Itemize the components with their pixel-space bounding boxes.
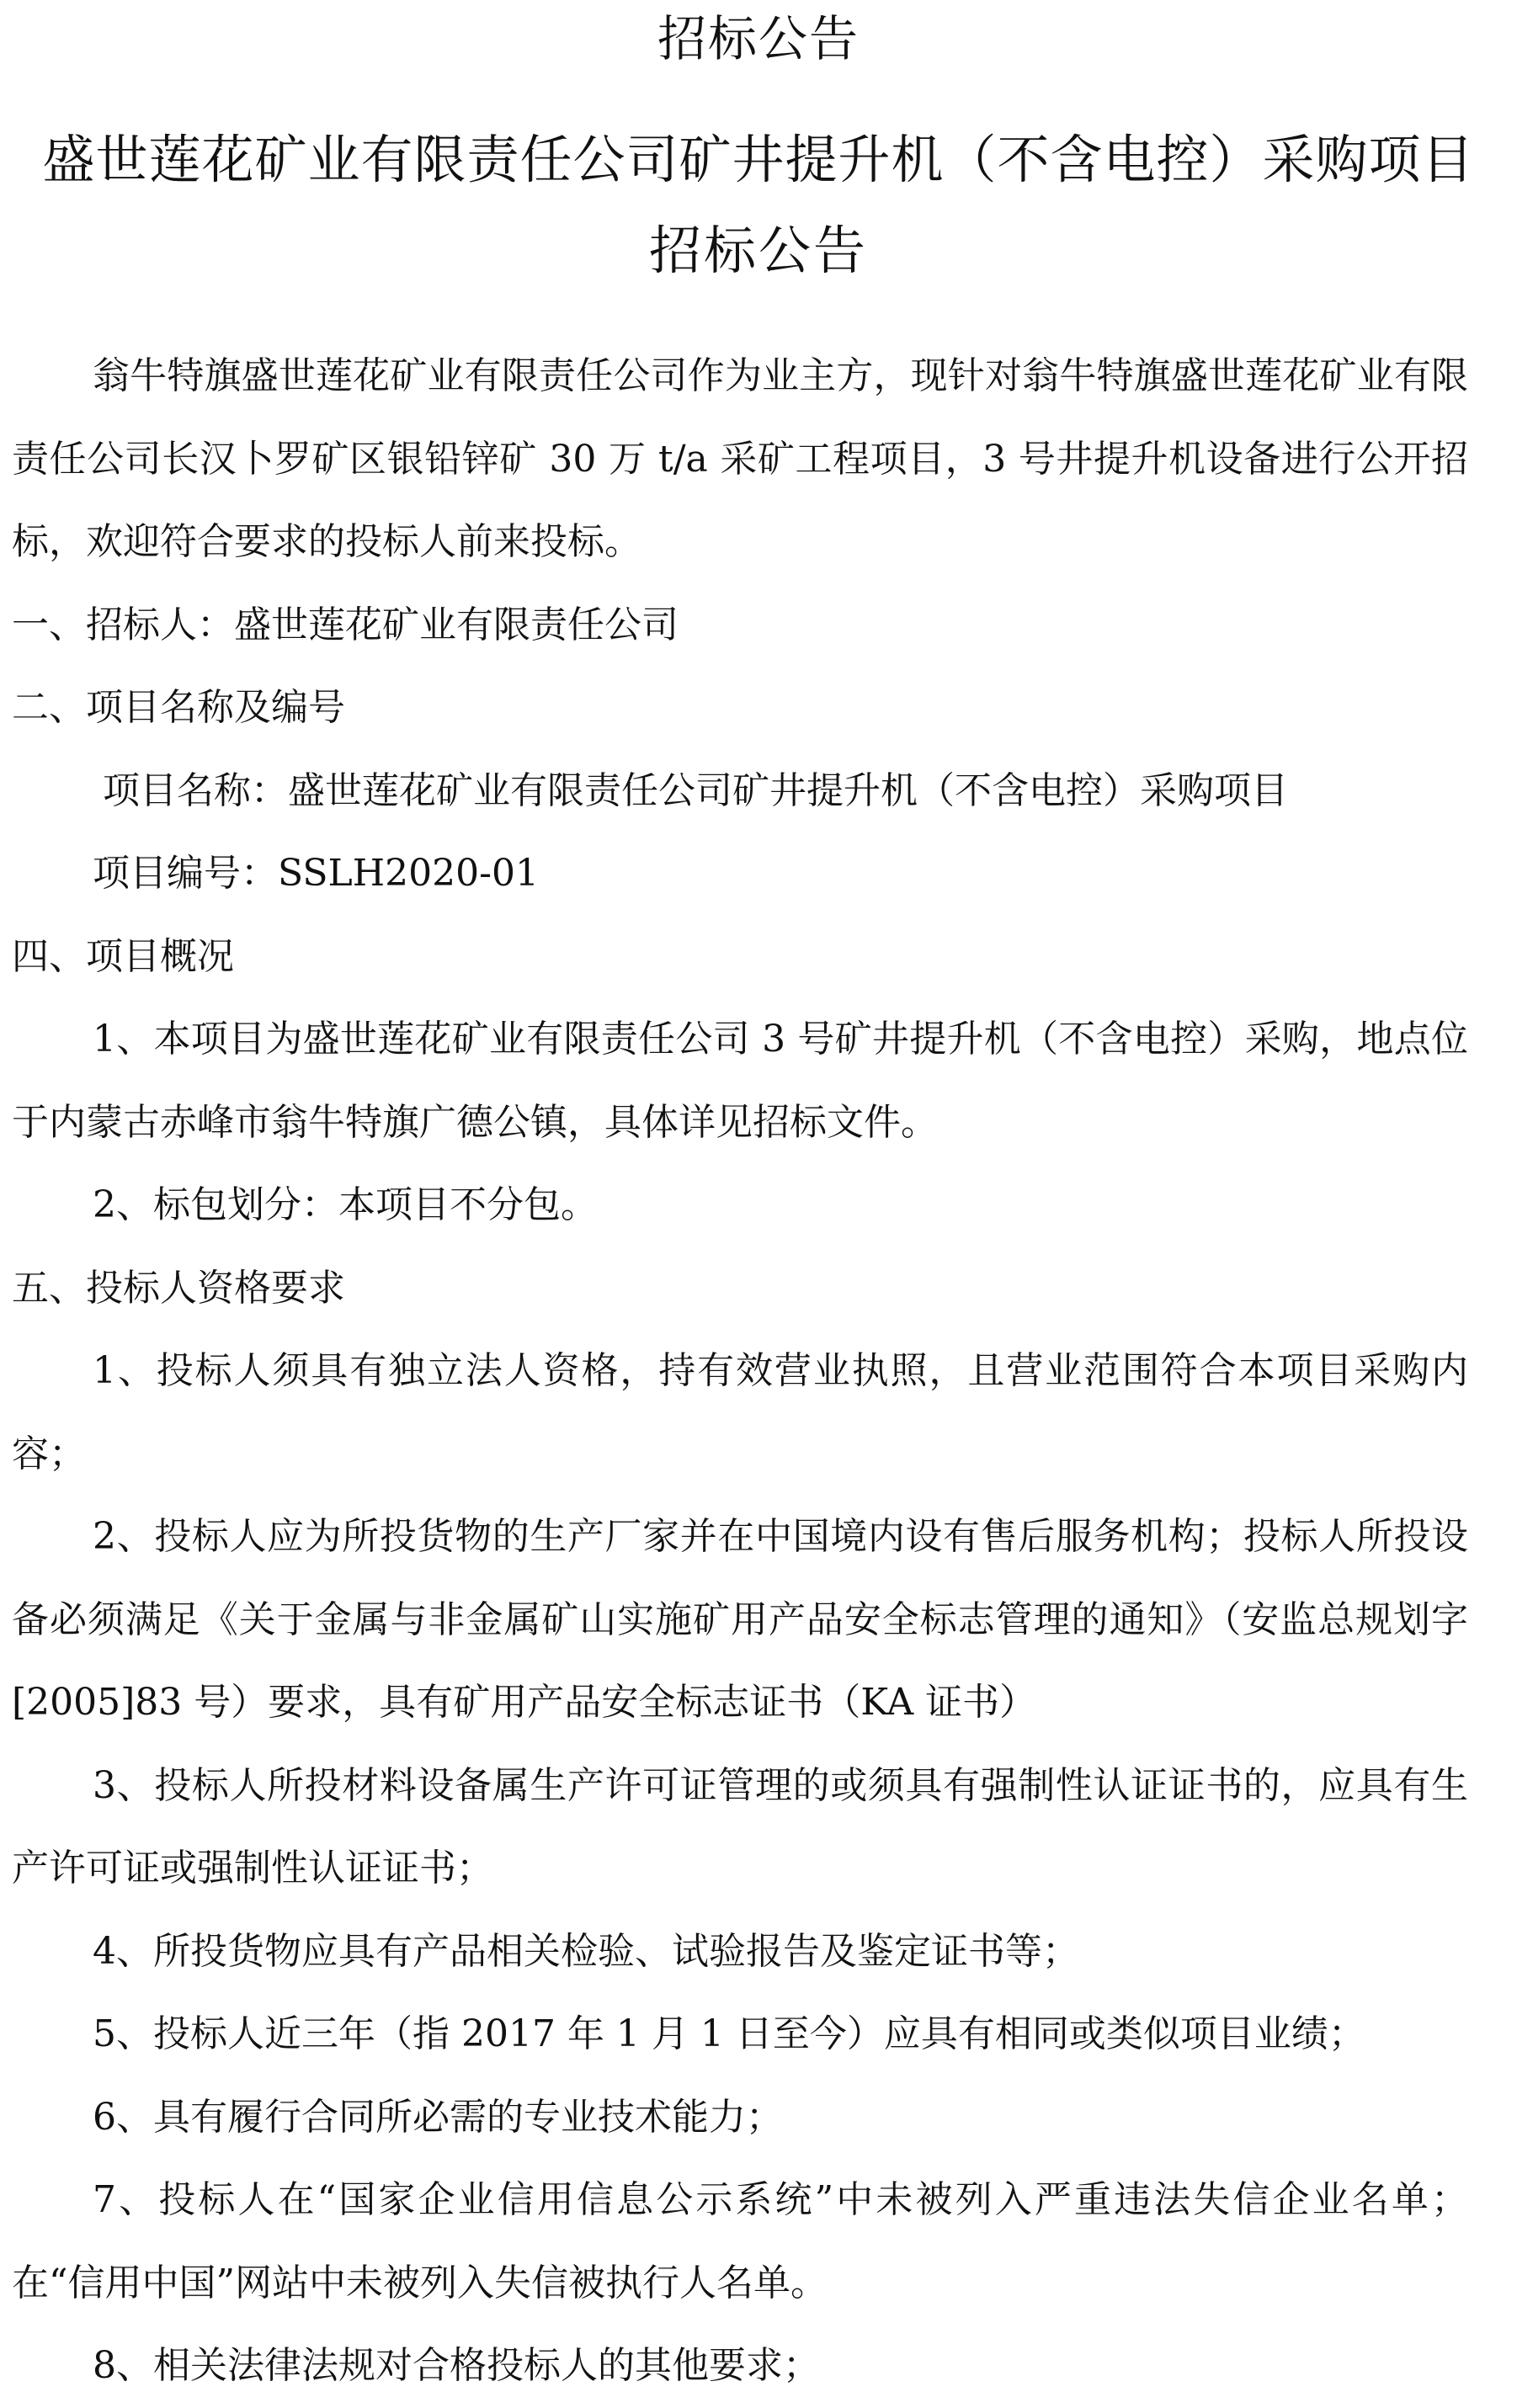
requirement-item-8: 8、相关法律法规对合格投标人的其他要求； <box>93 2344 820 2387</box>
project-number-line: 项目编号：SSLH2020-01 <box>93 852 539 895</box>
document-title-line2: 招标公告 <box>648 220 868 281</box>
document-body <box>12 335 1468 2408</box>
requirement-item-6: 6、具有履行合同所必需的专业技术能力； <box>93 2095 783 2139</box>
overview-item-1: 1、本项目为盛世莲花矿业有限责任公司 3 号矿井提升机（不含电控）采购，地点位于内蒙古赤峰市翁牛特旗广德公镇，具体详见招标文件。 <box>12 1018 1468 1144</box>
requirement-item-7: 7、投标人在“国家企业信用信息公示系统”中未被列入严重违法失信企业名单；在“信用中国”网站中未被列入失信被执行人名单。 <box>12 2178 1468 2304</box>
section-project-overview: 四、项目概况 <box>12 934 234 978</box>
section-tenderer: 一、招标人：盛世莲花矿业有限责任公司 <box>12 603 679 646</box>
overview-item-2: 2、标包划分：本项目不分包。 <box>93 1183 598 1226</box>
section-bidder-requirements: 五、投标人资格要求 <box>12 1266 345 1310</box>
intro-paragraph: 翁牛特旗盛世莲花矿业有限责任公司作为业主方，现针对翁牛特旗盛世莲花矿业有限责任公司长汉卜罗矿区银铅锌矿 30 万 t/a 采矿工程项目，3 号井提升机设备进行公开招标，欢迎符合要求的投标人前来投标。 <box>12 354 1468 563</box>
requirement-item-4: 4、所投货物应具有产品相关检验、试验报告及鉴定证书等； <box>93 1929 1079 1973</box>
requirement-item-2: 2、投标人应为所投货物的生产厂家并在中国境内设有售后服务机构；投标人所投设备必须满足《关于金属与非金属矿山实施矿用产品安全标志管理的通知》（安监总规划字[2005]83 号）要求，具有矿用产品安全标志证书（KA 证书） <box>12 1515 1468 1724</box>
requirement-item-3: 3、投标人所投材料设备属生产许可证管理的或须具有强制性认证证书的，应具有生产许可证或强制性认证证书； <box>12 1763 1468 1890</box>
header-title: 招标公告 <box>657 10 860 67</box>
project-name-line: 项目名称：盛世莲花矿业有限责任公司矿井提升机（不含电控）采购项目 <box>103 768 1288 812</box>
requirement-item-1: 1、投标人须具有独立法人资格，持有效营业执照，且营业范围符合本项目采购内容； <box>12 1349 1468 1475</box>
document-title-line1: 盛世莲花矿业有限责任公司矿井提升机（不含电控）采购项目 <box>42 129 1475 190</box>
section-project-name-number: 二、项目名称及编号 <box>12 686 345 729</box>
requirement-item-5: 5、投标人近三年（指 2017 年 1 月 1 日至今）应具有相同或类似项目业绩； <box>93 2012 1365 2055</box>
